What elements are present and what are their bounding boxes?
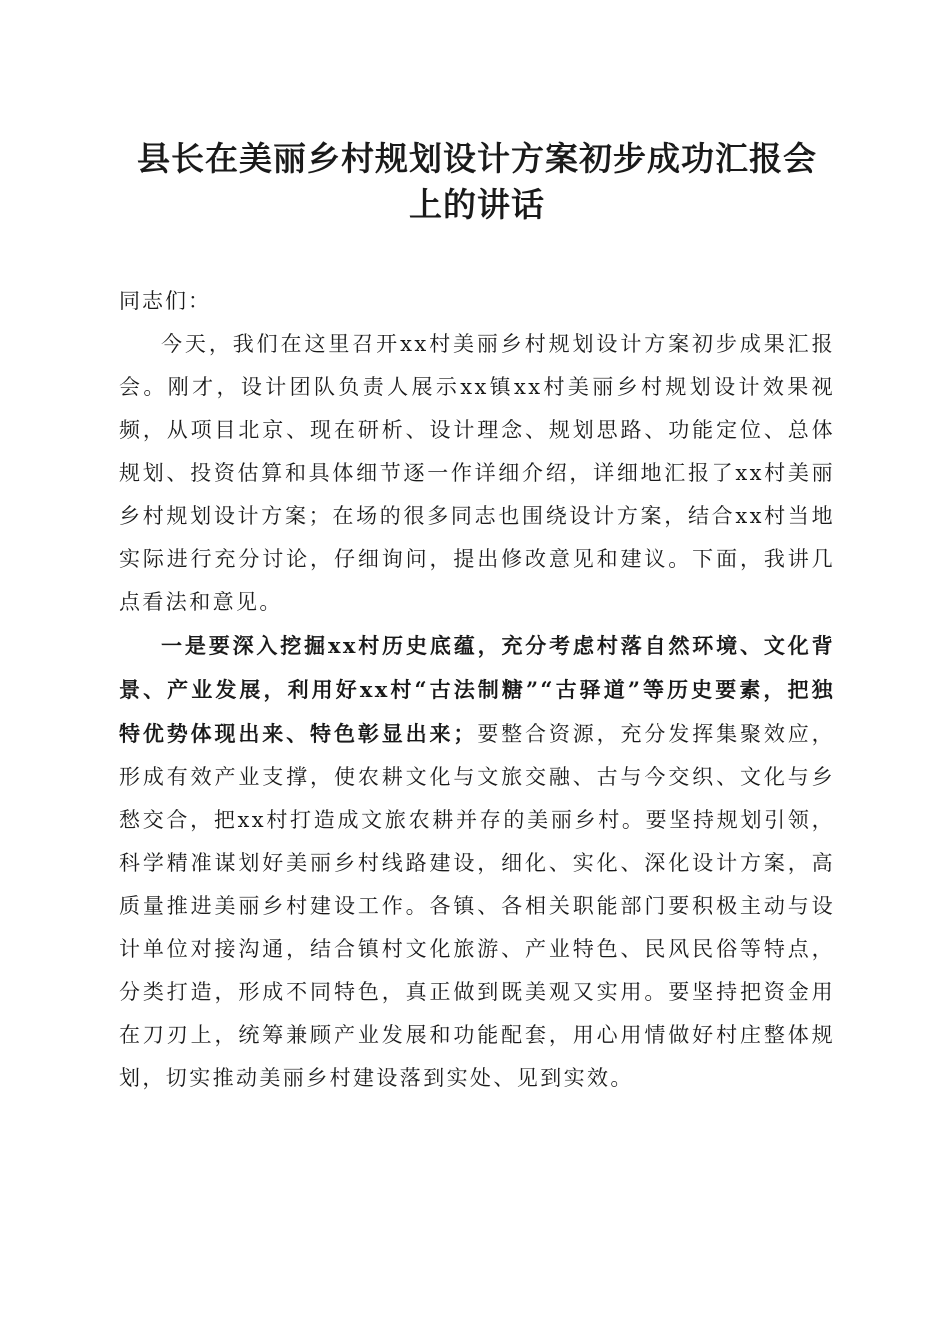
salutation: 同志们： [119,289,211,313]
point-1-bold-lead: 一是要深入挖掘xx村历史底蕴，充分考虑村落自然环境、文化背景、产业发展，利用好xx村“古法制糖”“古驿道”等历史要素，把独特优势体现出来、特色彰显出来； [119,633,835,746]
paragraph-point-1 [119,624,835,1100]
title-line-2: 上的讲话 [409,185,545,224]
title-line-1: 县长在美丽乡村规划设计方案初步成功汇报会 [137,139,817,178]
document-title [119,136,835,228]
paragraph-intro: 今天，我们在这里召开xx村美丽乡村规划设计方案初步成果汇报会。刚才，设计团队负责人展示xx镇xx村美丽乡村规划设计效果视频，从项目北京、现在研析、设计理念、规划思路、功能定位、总体规划、投资估算和具体细节逐一作详细介绍，详细地汇报了xx村美丽乡村规划设计方案；在场的很多同志也围绕设计方案，结合xx村当地实际进行充分讨论，仔细询问，提出修改意见和建议。下面，我讲几点看法和意见。 [119,332,835,614]
point-1-body: 要整合资源，充分发挥集聚效应，形成有效产业支撑，使农耕文化与文旅交融、古与今交织、文化与乡愁交合，把xx村打造成文旅农耕并存的美丽乡村。要坚持规划引领，科学精准谋划好美丽乡村线路建设，细化、实化、深化设计方案，高质量推进美丽乡村建设工作。各镇、各相关职能部门要积极主动与设计单位对接沟通，结合镇村文化旅游、产业特色、民风民俗等特点，分类打造，形成不同特色，真正做到既美观又实用。要坚持把资金用在刀刃上，统筹兼顾产业发展和功能配套，用心用情做好村庄整体规划，切实推动美丽乡村建设落到实处、见到实效。 [119,722,836,1090]
